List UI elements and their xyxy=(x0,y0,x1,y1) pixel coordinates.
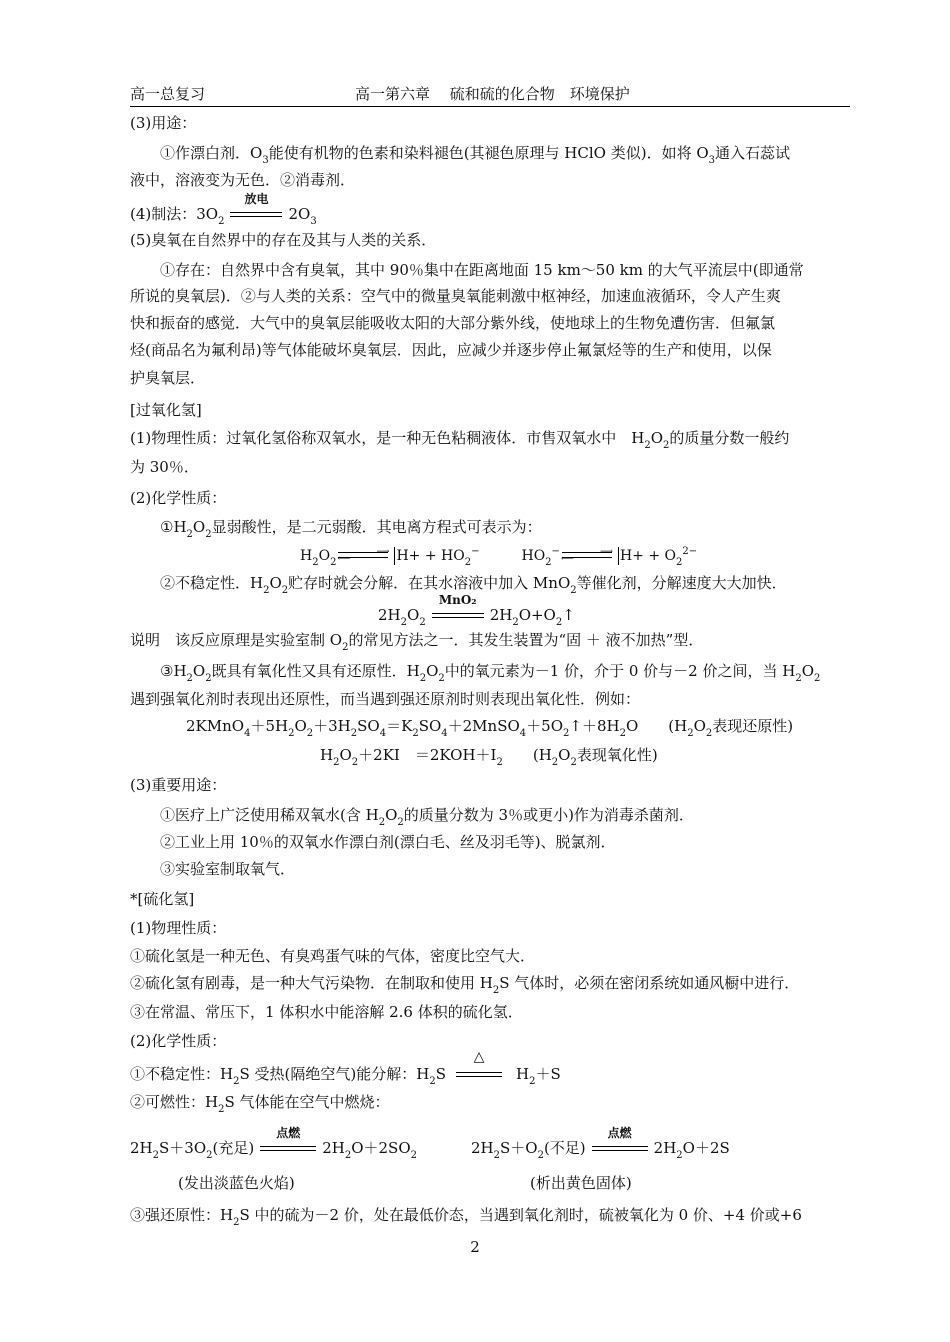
text-line: $③H_2O_2$既具有氧化性又具有还原性．$H_2O_2$中的氧元素为－1 价，介于 0 价与－2 价之间，当 $H_2O_2$ xyxy=(160,662,821,684)
equation-h2s-decomp: ①不稳定性：$H_2S$ 受热(隔绝空气)能分解：$H_2S$ △ $H_2+S$ xyxy=(130,1049,561,1087)
text-line: 烃(商品名为氟利昂)等气体能破坏臭氧层．因此，应减少并逐步停止氟氯烃等的生产和使用，以保 xyxy=(130,341,772,359)
text-line: 护臭氧层． xyxy=(130,369,206,387)
equation-h2s-burn-sufficient: $2H_2S+3O_2$(充足) 点燃 $2H_2O+2SO_2$ xyxy=(130,1126,418,1161)
note-yellow-solid: (析出黄色固体) xyxy=(530,1174,632,1192)
text-line: (2)化学性质： xyxy=(130,489,227,507)
text-line: ①作漂白剂．$O_3$能使有机物的色素和染料褪色(其褪色原理与 HClO 类似)．如将 $O_3$通入石蕊试 xyxy=(160,144,791,166)
page-number: 2 xyxy=(470,1238,480,1256)
text-line: ①存在：自然界中含有臭氧，其中 90％集中在距离地面 15 km～50 km 的大气平流层中(即通常 xyxy=(160,261,804,279)
text-line: (5)臭氧在自然界中的存在及其与人类的关系． xyxy=(130,231,437,249)
equation-ozone: (4)制法：$3O_2$ 放电 $2O_3$ xyxy=(130,192,317,227)
text-line: ③实验室制取氧气． xyxy=(160,860,296,878)
running-header xyxy=(130,84,850,107)
text-line: ②硫化氢有剧毒，是一种大气污染物．在制取和使用 $H_2S$ 气体时，必须在密闭系统如通风橱中进行． xyxy=(130,974,800,996)
ignite-condition: 点燃 xyxy=(592,1139,648,1159)
equation-h2s-burn-insufficient: $2H_2S+O_2$(不足) 点燃 $2H_2O+2S$ xyxy=(471,1126,730,1161)
text-line: 所说的臭氧层)．②与人类的关系：空气中的微量臭氧能刺激中枢神经，加速血液循环，令人产生爽 xyxy=(130,287,781,305)
ionization-equation: $H_2O_2$ ⟶ ⟵ $H+ + HO_2^-$ $HO_2^-$ ⟶ ⟵ $H+ + O_2^{2-}$ xyxy=(300,546,698,568)
section-heading: [过氧化氢] xyxy=(130,401,202,419)
mno2-condition: MnO₂ xyxy=(432,606,484,626)
text-line: ①硫化氢是一种无色、有臭鸡蛋气味的气体，密度比空气大． xyxy=(130,947,536,965)
text-line: ②可燃性：$H_2S$ 气体能在空气中燃烧： xyxy=(130,1093,390,1115)
reversible-arrow: ⟶ ⟵ xyxy=(337,547,390,564)
header-left: 高一总复习 xyxy=(130,85,206,103)
text-line: 说明 该反应原理是实验室制 $O_2$的常见方法之一．其发生装置为“固 ＋ 液不加热”型． xyxy=(130,631,704,653)
equation-kmno4: $2KMnO_4+5H_2O_2+3H_2SO_4=K_2SO_4+2MnSO_4+5O_2↑+8H_2O$ ($H_2O_2$表现还原性) xyxy=(186,717,794,739)
reversible-arrow: ⟶ ⟵ xyxy=(560,547,613,564)
text-line: 遇到强氧化剂时表现出还原性，而当遇到强还原剂时则表现出氧化性．例如： xyxy=(130,690,641,708)
section-heading: *[硫化氢] xyxy=(130,890,195,908)
text-line: (1)物理性质：过氧化氢俗称双氧水，是一种无色粘稠液体．市售双氧水中 $H_2O_2$的质量分数一般约 xyxy=(130,429,790,451)
text-line: (3)用途： xyxy=(130,114,197,132)
text-line: ②不稳定性．$H_2O_2$贮存时就会分解．在其水溶液中加入 MnO$_2$等催化剂，分解速度大大加快． xyxy=(160,574,787,596)
text-line: (2)化学性质： xyxy=(130,1032,227,1050)
text-line: 快和振奋的感觉．大气中的臭氧层能吸收太阳的大部分紫外线，使地球上的生物免遭伤害．但氟氯 xyxy=(130,314,776,332)
note-blue-flame: (发出淡蓝色火焰) xyxy=(178,1174,295,1192)
header-center: 高一第六章 硫和硫的化合物 环境保护 xyxy=(355,85,630,103)
text-line: ①医疗上广泛使用稀双氧水(含 $H_2O_2$的质量分数为 3％或更小)作为消毒杀菌剂． xyxy=(160,806,694,828)
text-line: (1)物理性质： xyxy=(130,919,227,937)
text-line: ③在常温、常压下，1 体积水中能溶解 2.6 体积的硫化氢． xyxy=(130,1003,523,1021)
discharge-condition: 放电 xyxy=(230,205,282,225)
equation-h2o2-decomp: $2H_2O_2$ MnO₂ $2H_2O+O_2↑$ xyxy=(378,593,575,628)
text-line: $①H_2O_2$显弱酸性，是二元弱酸．其电离方程式可表示为： xyxy=(160,518,542,540)
equation-ki: $H_2O_2+2KI$ $=2KOH+I_2$ ($H_2O_2$表现氧化性) xyxy=(320,746,658,768)
heat-condition: △ xyxy=(456,1065,502,1085)
text-line: 为 30％． xyxy=(130,458,199,476)
ignite-condition: 点燃 xyxy=(260,1139,316,1159)
text-line: (3)重要用途： xyxy=(130,776,227,794)
text-line: ③强还原性：$H_2S$ 中的硫为－2 价，处在最低价态，当遇到氧化剂时，硫被氧化为 0 价、+4 价或+6 xyxy=(130,1206,802,1228)
text-line: 液中，溶液变为无色．②消毒剂． xyxy=(130,171,356,189)
text-line: ②工业上用 10％的双氧水作漂白剂(漂白毛、丝及羽毛等)、脱氯剂． xyxy=(160,833,616,851)
